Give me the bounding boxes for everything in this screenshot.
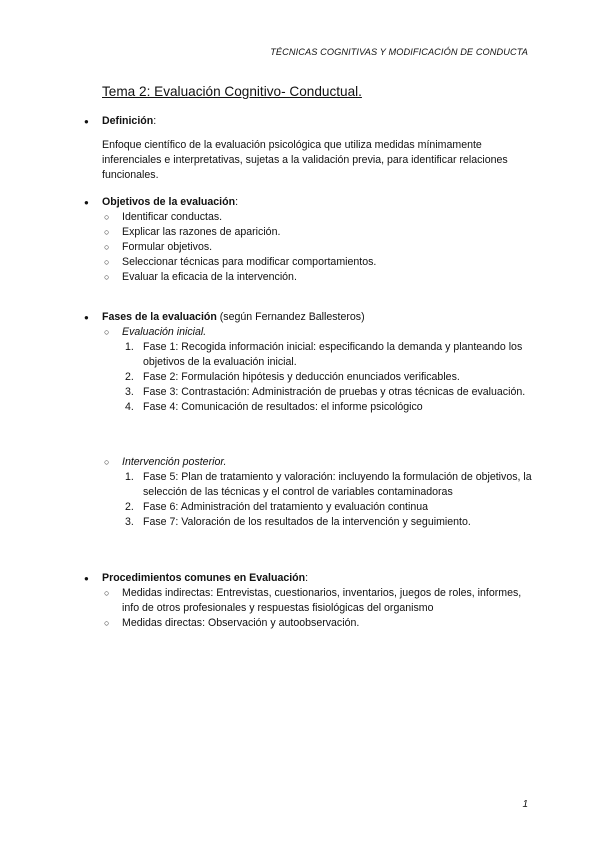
section-definicion: [84, 114, 534, 183]
list-item: ○ Identificar conductas.: [84, 210, 534, 225]
item-text: Fase 5: Plan de tratamiento y valoración: incluyendo la formulación de objetivos, la selección de las técnicas y el control de variables contaminadoras: [143, 471, 532, 498]
procedures-list: [84, 586, 534, 631]
item-text: Fase 3: Contrastación: Administración de pruebas y otras técnicas de evaluación.: [143, 386, 526, 398]
list-item: ○ Evaluar la eficacia de la intervención.: [84, 270, 534, 285]
objectives-list: [84, 210, 534, 285]
heading-colon: :: [153, 115, 157, 127]
page-title: Tema 2: Evaluación Cognitivo- Conductual.: [102, 84, 362, 99]
item-number: 4.: [125, 401, 134, 413]
item-text: Fase 4: Comunicación de resultados: el informe psicológico: [143, 401, 423, 413]
item-number: 3.: [125, 516, 134, 528]
item-number: 2.: [125, 501, 134, 513]
definition-text: Enfoque científico de la evaluación psicológica que utiliza medidas mínimamente inferenciales e interpretativas, sujetas a la validación previa, para identificar relaciones funcionales.: [102, 139, 508, 181]
list-item: [84, 515, 534, 530]
section-heading: Procedimientos comunes en Evaluación: [102, 572, 306, 584]
bullet-item: [84, 310, 534, 325]
section-intervencion: [84, 455, 534, 530]
item-text: Fase 1: Recogida información inicial: especificando la demanda y planteando los objetivos de la evaluación inicial.: [143, 341, 523, 368]
bullet-item: [84, 571, 534, 586]
section-objetivos: [84, 195, 534, 285]
phase-list: [84, 340, 534, 415]
list-item: ○ Medidas directas: Observación y autoobservación.: [84, 616, 534, 631]
list-item: ○ Formular objetivos.: [84, 240, 534, 255]
section-heading: Fases de la evaluación: [102, 311, 217, 323]
bullet-item: [84, 114, 534, 129]
list-item: [84, 370, 534, 385]
item-number: 1.: [125, 471, 134, 483]
section-fases: [84, 310, 534, 415]
list-item: [84, 340, 534, 370]
heading-note: (según Fernandez Ballesteros): [216, 311, 365, 323]
section-heading: Objetivos de la evaluación: [102, 196, 236, 208]
item-text: Fase 2: Formulación hipótesis y deducción enunciados verificables.: [143, 371, 460, 383]
list-item: [84, 500, 534, 515]
section-procedimientos: [84, 571, 534, 631]
phase-group-list: [84, 325, 534, 340]
item-number: 1.: [125, 341, 134, 353]
item-number: 2.: [125, 371, 134, 383]
heading-colon: :: [305, 572, 309, 584]
section-heading: Definición: [102, 115, 154, 127]
phase-group-label: ○ Intervención posterior.: [84, 455, 534, 470]
heading-colon: :: [235, 196, 239, 208]
item-text: Fase 7: Valoración de los resultados de la intervención y seguimiento.: [143, 516, 471, 528]
item-text: Fase 6: Administración del tratamiento y evaluación continua: [143, 501, 429, 513]
phase-group-label: ○ Evaluación inicial.: [84, 325, 534, 340]
phase-group-list: [84, 455, 534, 470]
bullet-item: [84, 195, 534, 210]
item-number: 3.: [125, 386, 134, 398]
page-header: TÉCNICAS COGNITIVAS Y MODIFICACIÓN DE CONDUCTA: [270, 47, 528, 57]
list-item: [84, 470, 534, 500]
list-item: ○ Seleccionar técnicas para modificar comportamientos.: [84, 255, 534, 270]
list-item: [84, 400, 534, 415]
list-item: ○ Explicar las razones de aparición.: [84, 225, 534, 240]
phase-list: [84, 470, 534, 530]
list-item: ○ Medidas indirectas: Entrevistas, cuestionarios, inventarios, juegos de roles, informes, info de otros profesionales y respuestas fisiológicas del organismo: [84, 586, 534, 616]
list-item: [84, 385, 534, 400]
page-number: 1: [522, 799, 528, 810]
